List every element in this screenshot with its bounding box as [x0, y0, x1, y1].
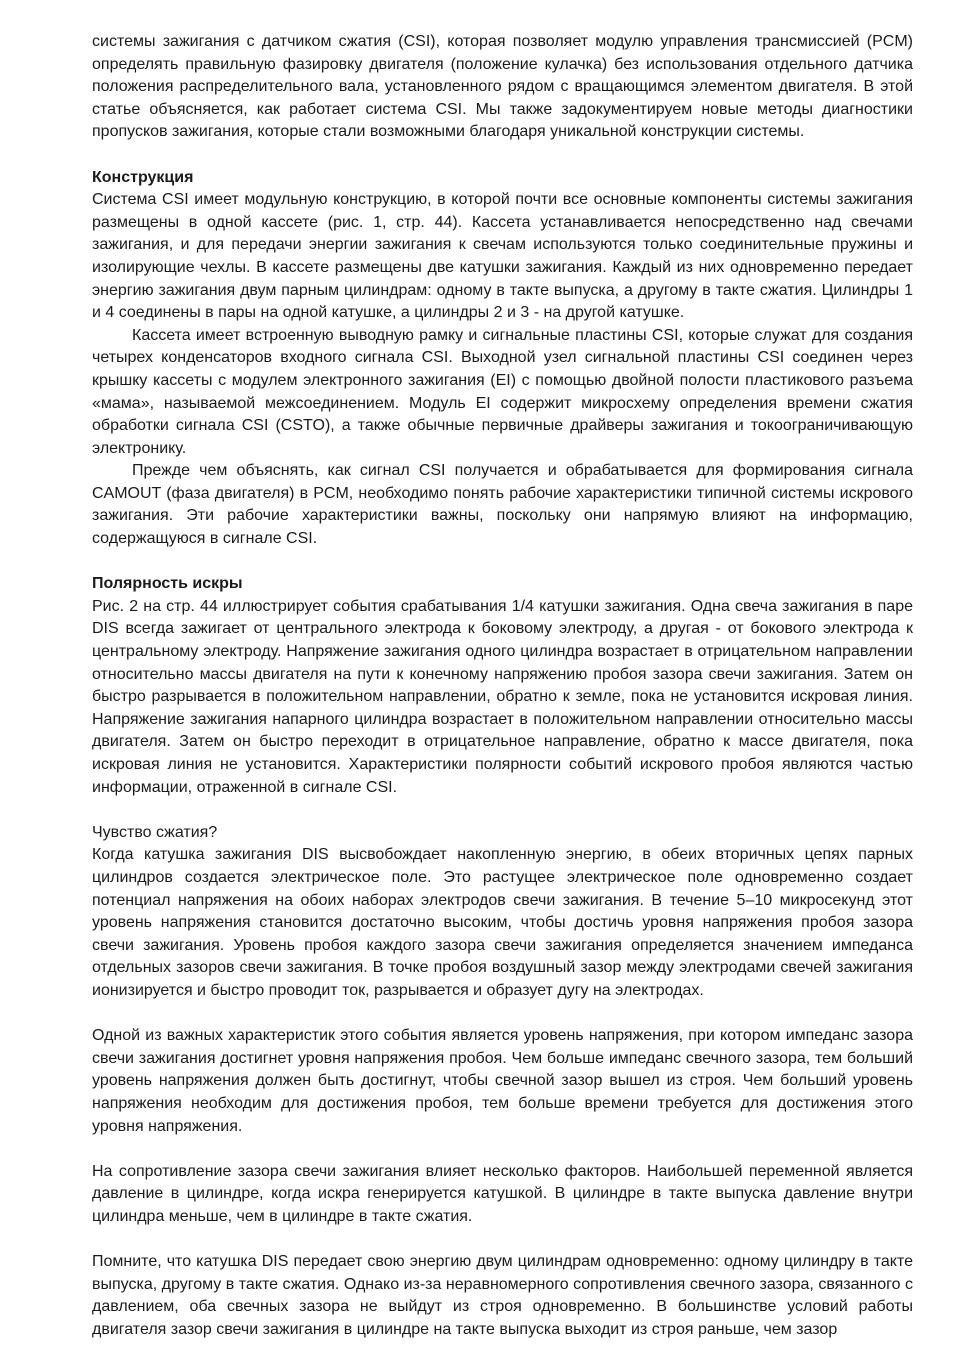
paragraph-intro: системы зажигания с датчиком сжатия (CSI), которая позволяет модулю управления трансмиссией (PCM) определять правильную фазировку двигателя (положение кулачка) без использования отдельного датчика положения распределительного вала, установленного рядом с вращающимся элементом двигателя. В этой статье объясняется, как работает система CSI. Мы также задокументируем новые методы диагностики пропусков зажигания, которые стали возможными благодаря уникальной конструкции системы.: [92, 33, 913, 141]
paragraph-spark-polarity-1: Рис. 2 на стр. 44 иллюстрирует события срабатывания 1/4 катушки зажигания. Одна свеча зажигания в паре DIS всегда зажигает от центрального электрода к боковому электроду, а другая - от бокового электрода к центральному электроду. Напряжение зажигания одного цилиндра возрастает в отрицательном направлении относительно массы двигателя на пути к конечному напряжению пробоя зазора свечи зажигания. Затем он быстро разрывается в положительном направлении, обратно к земле, пока не установится искровая линия. Напряжение зажигания напарного цилиндра возрастает в положительном направлении относительно массы двигателя. Затем он быстро переходит в отрицательное направление, обратно к массе двигателя, пока искровая линия не установится. Характеристики полярности событий искрового пробоя являются частью информации, отраженной в сигнале CSI.: [92, 597, 913, 796]
paragraph-compression-sense-4: Помните, что катушка DIS передает свою энергию двум цилиндрам одновременно: одному цилиндру в такте выпуска, другому в такте сжатия. Однако из-за неравномерного сопротивления свечного зазора, связанного с давлением, оба свечных зазора не выйдут из строя одновременно. В большинстве условий работы двигателя зазор свечи зажигания в цилиндре на такте выпуска выходит из строя раньше, чем зазор: [92, 1253, 913, 1338]
section-heading-spark-polarity: Полярность искры: [92, 575, 243, 593]
section-heading-construction: Конструкция: [92, 168, 194, 186]
paragraph-construction-3: Прежде чем объяснять, как сигнал CSI получается и обрабатывается для формирования сигнала CAMOUT (фаза двигателя) в PCM, необходимо понять рабочие характеристики типичной системы искрового зажигания. Эти рабочие характеристики важны, поскольку они напрямую влияют на информацию, содержащуюся в сигнале CSI.: [92, 462, 913, 548]
paragraph-compression-sense-3: На сопротивление зазора свечи зажигания влияет несколько факторов. Наибольшей переменной является давление в цилиндре, когда искра генерируется катушкой. В цилиндре в такте выпуска давление внутри цилиндра меньше, чем в цилиндре в такте сжатия.: [92, 1162, 913, 1225]
section-heading-compression-sense: Чувство сжатия?: [92, 823, 218, 841]
paragraph-construction-2: Кассета имеет встроенную выводную рамку и сигнальные пластины CSI, которые служат для создания четырех конденсаторов входного сигнала CSI. Выходной узел сигнальной пластины CSI соединен через крышку кассеты с модулем электронного зажигания (EI) с помощью двойной полости пластикового разъема «мама», называемой межсоединением. Модуль EI содержит микросхему определения времени сжатия обработки сигнала CSI (CSTO), а также обычные первичные драйверы зажигания и токоограничивающую электронику.: [92, 326, 913, 457]
paragraph-construction-1: Система CSI имеет модульную конструкцию, в которой почти все основные компоненты системы зажигания размещены в одной кассете (рис. 1, стр. 44). Кассета устанавливается непосредственно над свечами зажигания, и для передачи энергии зажигания к свечам используются только соединительные пружины и изолирующие чехлы. В кассете размещены две катушки зажигания. Каждый из них одновременно передает энергию зажигания двум парным цилиндрам: одному в такте выпуска, а другому в такте сжатия. Цилиндры 1 и 4 соединены в пары на одной катушке, а цилиндры 2 и 3 - на другой катушке.: [92, 191, 913, 322]
paragraph-compression-sense-2: Одной из важных характеристик этого события является уровень напряжения, при котором импеданс зазора свечи зажигания достигнет уровня напряжения пробоя. Чем больше импеданс свечного зазора, тем больший уровень напряжения должен быть достигнут, чтобы свечной зазор вышел из строя. Чем больший уровень напряжения необходим для достижения пробоя, тем больше времени требуется для достижения этого уровня напряжения.: [92, 1027, 913, 1135]
paragraph-compression-sense-1: Когда катушка зажигания DIS высвобождает накопленную энергию, в обеих вторичных цепях парных цилиндров создается электрическое поле. Это растущее электрическое поле одновременно создает потенциал напряжения на обоих наборах электродов свечи зажигания. В течение 5–10 микросекунд этот уровень напряжения становится достаточно высоким, чтобы достичь уровня напряжения пробоя зазора свечи зажигания. Уровень пробоя каждого зазора свечи зажигания определяется значением импеданса отдельных зазоров свечи зажигания. В точке пробоя воздушный зазор между электродами свечей зажигания ионизируется и быстро проводит ток, разрывается и образует дугу на электродах.: [92, 846, 913, 999]
